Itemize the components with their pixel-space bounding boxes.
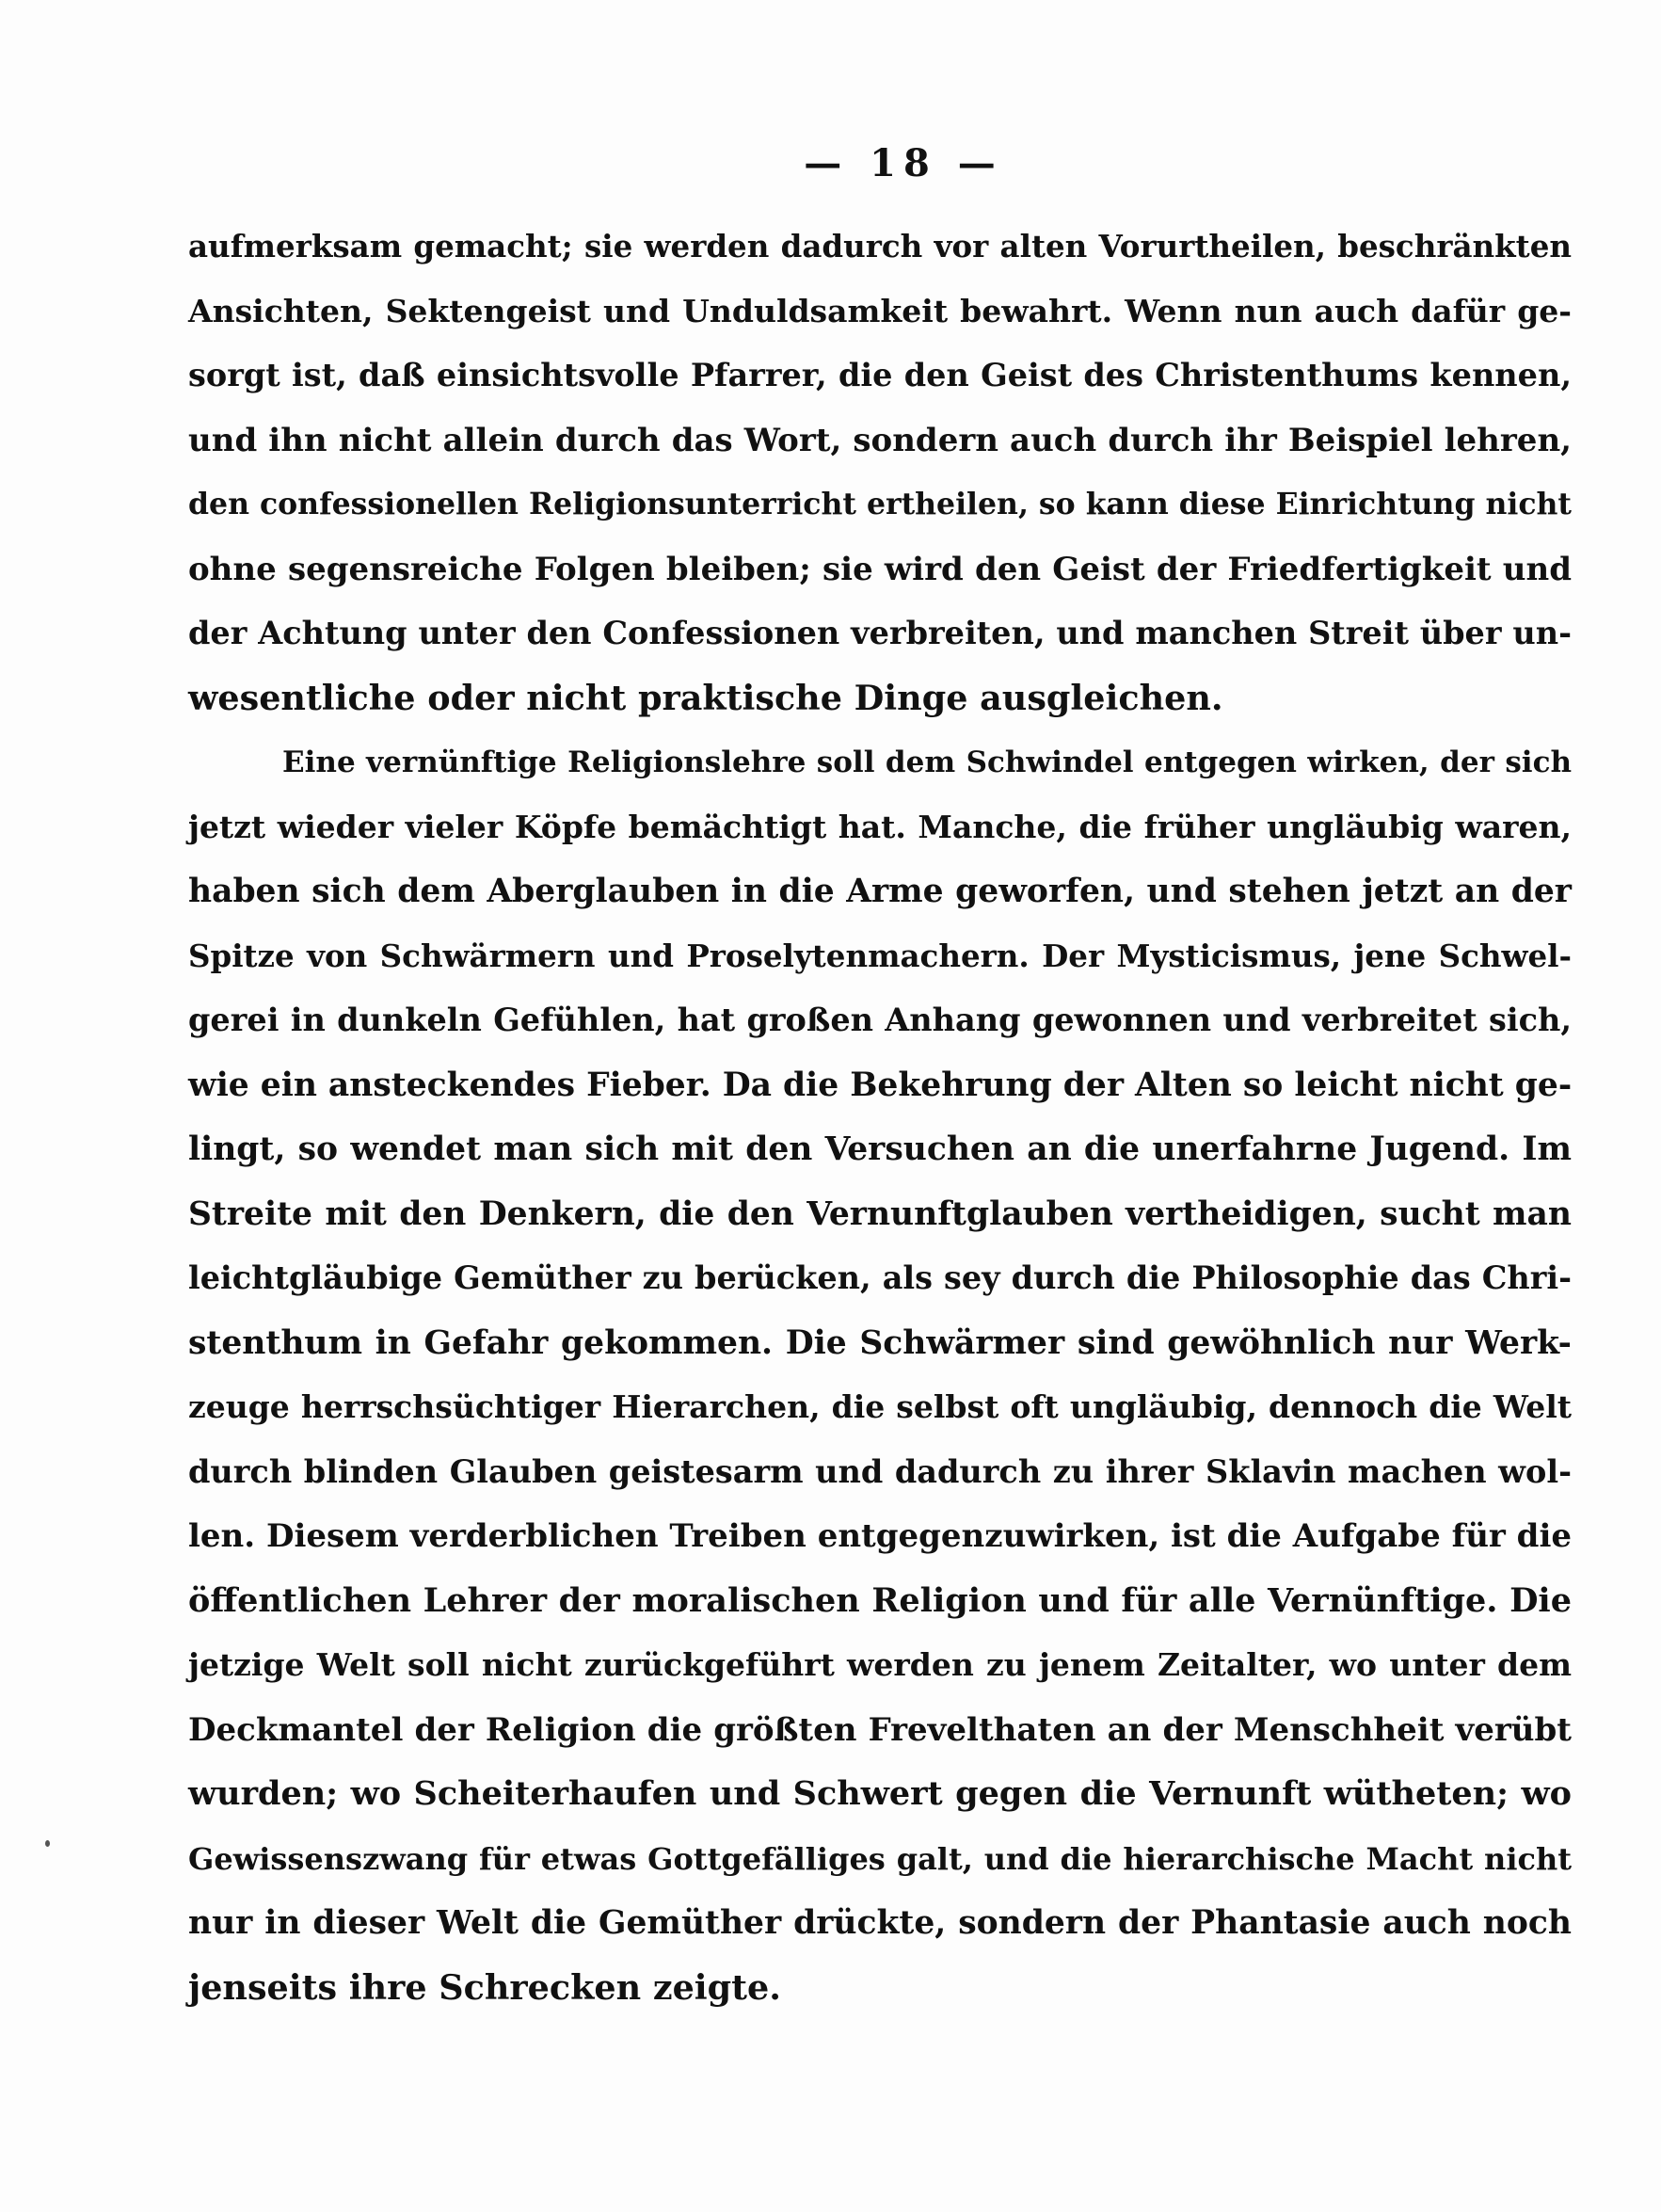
text-line: jetzt wieder vieler Köpfe bemächtigt hat. Manche, die früher ungläubig waren, (188, 808, 1572, 845)
text-line: Streite mit den Denkern, die den Vernunftglauben vertheidigen, sucht man (188, 1194, 1572, 1233)
text-line: haben sich dem Aberglauben in die Arme geworfen, und stehen jetzt an der (188, 873, 1572, 910)
text-line: Deckmantel der Religion die größten Frevelthaten an der Menschheit verübt (188, 1710, 1572, 1749)
text-line: gerei in dunkeln Gefühlen, hat großen Anhang gewonnen und verbreitet sich, (188, 1002, 1572, 1038)
text-line: der Achtung unter den Confessionen verbreiten, und manchen Streit über un- (188, 615, 1572, 651)
text-line: wurden; wo Scheiterhaufen und Schwert gegen die Vernunft wütheten; wo (188, 1774, 1572, 1813)
text-line: aufmerksam gemacht; sie werden dadurch vor alten Vorurtheilen, beschränkten (188, 228, 1572, 264)
text-line: Ansichten, Sektengeist und Unduldsamkeit bewahrt. Wenn nun auch dafür ge- (188, 292, 1572, 329)
text-line: jenseits ihre Schrecken zeigte. (188, 1966, 781, 2008)
text-line: jetzige Welt soll nicht zurückgeführt werden zu jenem Zeitalter, wo unter dem (188, 1646, 1572, 1683)
text-line: und ihn nicht allein durch das Wort, sondern auch durch ihr Beispiel lehren, (188, 421, 1572, 459)
text-line: zeuge herrschsüchtiger Hierarchen, die selbst oft ungläubig, dennoch die Welt (188, 1388, 1572, 1425)
text-line: sorgt ist, daß einsichtsvolle Pfarrer, die den Geist des Christenthums kennen, (188, 357, 1572, 393)
paragraph-1 (188, 215, 1572, 730)
text-line: Gewissenszwang für etwas Gottgefälliges galt, und die hierarchische Macht nicht (188, 1840, 1572, 1877)
text-line: Spitze von Schwärmern und Proselytenmachern. Der Mysticismus, jene Schwel- (188, 937, 1572, 974)
text-line: stenthum in Gefahr gekommen. Die Schwärmer sind gewöhnlich nur Werk- (188, 1323, 1572, 1362)
body-text (188, 215, 1572, 2020)
text-line: nur in dieser Welt die Gemüther drückte, sondern der Phantasie auch noch (188, 1904, 1572, 1942)
ink-speck (45, 1840, 50, 1847)
text-line: ohne segensreiche Folgen bleiben; sie wird den Geist der Friedfertigkeit und (188, 550, 1572, 588)
text-line: durch blinden Glauben geistesarm und dadurch zu ihrer Sklavin machen wol- (188, 1452, 1572, 1490)
text-line: den confessionellen Religionsunterricht ertheilen, so kann diese Einrichtung nicht (188, 487, 1572, 521)
page-number: — 18 — (804, 141, 1003, 185)
text-line: öffentlichen Lehrer der moralischen Religion und für alle Vernünftige. Die (188, 1580, 1572, 1620)
text-line: wesentliche oder nicht praktische Dinge ausgleichen. (188, 677, 1223, 718)
text-line: wie ein ansteckendes Fieber. Da die Bekehrung der Alten so leicht nicht ge- (188, 1066, 1573, 1104)
text-line: len. Diesem verderblichen Treiben entgegenzuwirken, ist die Aufgabe für die (188, 1517, 1572, 1555)
text-line: Eine vernünftige Religionslehre soll dem Schwindel entgegen wirken, der sich (282, 745, 1572, 779)
text-line: lingt, so wendet man sich mit den Versuchen an die unerfahrne Jugend. Im (188, 1130, 1572, 1168)
paragraph-2 (188, 730, 1572, 2020)
text-line: leichtgläubige Gemüther zu berücken, als sey durch die Philosophie das Chri- (188, 1259, 1572, 1296)
